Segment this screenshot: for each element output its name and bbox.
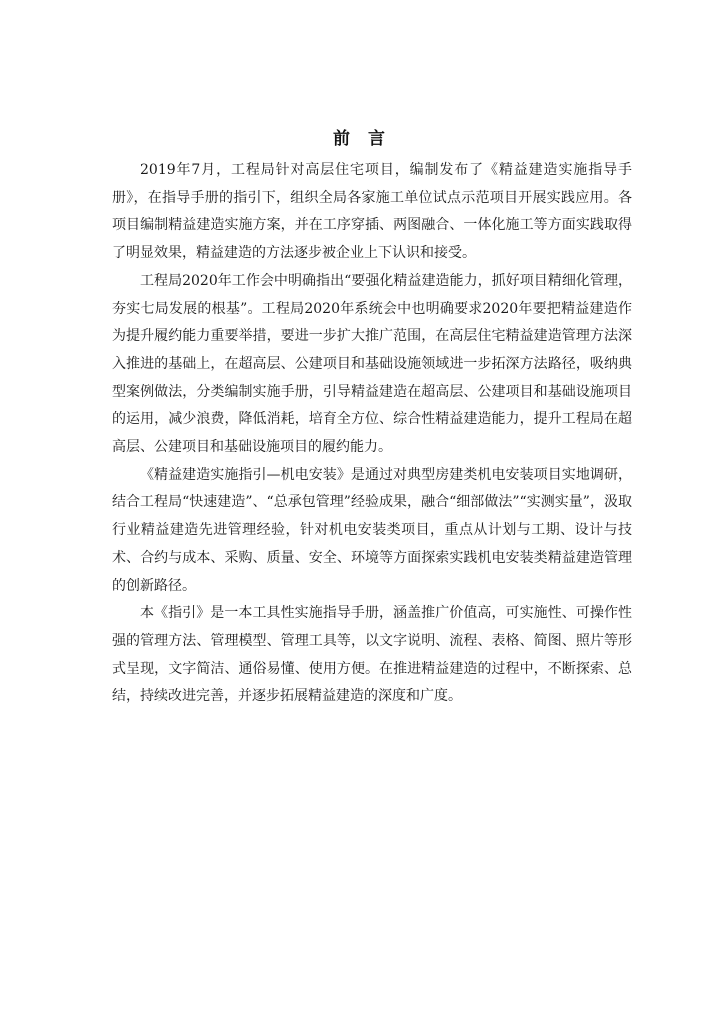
paragraph-2: 工程局2020年工作会中明确指出“要强化精益建造能力，抓好项目精细化管理，夯实七局发展的根基”。工程局2020年系统会中也明确要求2020年要把精益建造作为提升履约能力重要举措，要进一步扩大推广范围，在高层住宅精益建造管理方法深入推进的基础上，在超高层、公建项目和基础设施领域进一步拓深方法路径，吸纳典型案例做法，分类编制实施手册，引导精益建造在超高层、公建项目和基础设施项目的运用，减少浪费，降低消耗，培育全方位、综合性精益建造能力，提升工程局在超高层、公建项目和基础设施项目的履约能力。 <box>112 272 632 456</box>
paragraph-1: 2019年7月，工程局针对高层住宅项目，编制发布了《精益建造实施指导手册》，在指导手册的指引下，组织全局各家施工单位试点示范项目开展实践应用。各项目编制精益建造实施方案，并在工序穿插、两图融合、一体化施工等方面实践取得了明显效果，精益建造的方法逐步被企业上下认识和接受。 <box>112 162 632 262</box>
preface-body <box>112 157 632 711</box>
page-title: 前 言 <box>333 129 391 149</box>
paragraph-3: 《精益建造实施指引—机电安装》是通过对典型房建类机电安装项目实地调研，结合工程局“快速建造”、“总承包管理”经验成果，融合“细部做法”“实测实量”，汲取行业精益建造先进管理经验，针对机电安装类项目，重点从计划与工期、设计与技术、合约与成本、采购、质量、安全、环境等方面探索实践机电安装类精益建造管理的创新路径。 <box>112 466 632 594</box>
paragraph-4: 本《指引》是一本工具性实施指导手册，涵盖推广价值高，可实施性、可操作性强的管理方法、管理模型、管理工具等，以文字说明、流程、表格、简图、照片等形式呈现，文字简洁、通俗易懂、使用方便。在推进精益建造的过程中，不断探索、总结，持续改进完善，并逐步拓展精益建造的深度和广度。 <box>112 605 632 705</box>
